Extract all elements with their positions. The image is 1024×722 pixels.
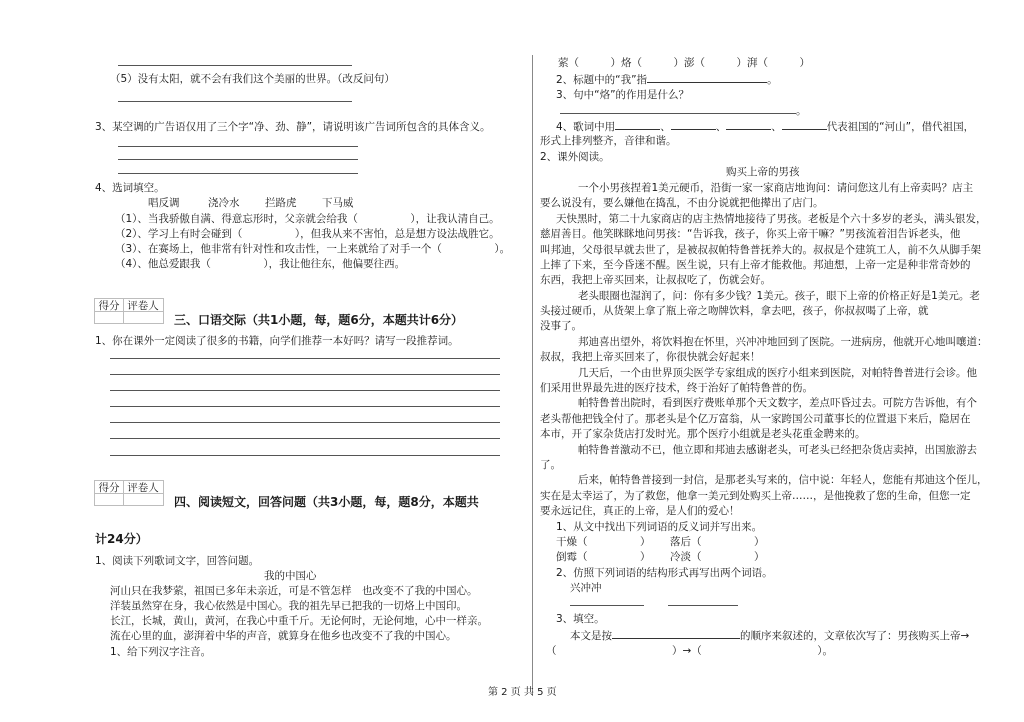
poem-line: 河山只在我梦萦，祖国已多年未亲近，可是不管怎样 也改变不了我的中国心。 (110, 585, 478, 597)
poem-line: 长江，长城，黄山，黄河，在我心中重千斤。无论何时，无论何地，心中一样亲。 (110, 615, 488, 627)
question-5: （5）没有太阳，就不会有我们这个美丽的世界。（改反问句） (110, 73, 395, 85)
answer-blank (671, 119, 716, 130)
story-line: 没事了。 (540, 320, 582, 332)
story-line: 了。 (540, 459, 561, 471)
story-line: 邦迪喜出望外，将饮料抱在怀里，兴冲冲地回到了医院。一进病房，他就开心地叫嚷道： (578, 336, 988, 348)
question-3: 3、某空调的广告语仅用了三个字“净、劲、静”，请说明该广告词所包含的具体含义。 (95, 121, 491, 133)
column-divider (532, 55, 533, 695)
antonym-item: 冷淡（ ） (670, 551, 765, 563)
example-word: 兴冲冲 (570, 582, 602, 594)
word-option: 浇冷水 (208, 197, 240, 209)
page-footer: 第 2 页 共 5 页 (488, 687, 557, 698)
story-line: 本市，开了家杂货店打发时光。那个医疗小组就是老头花重金聘来的。 (540, 428, 866, 440)
antonym-item: 落后（ ） (670, 536, 765, 548)
answer-line (560, 113, 796, 114)
poem-line: 洋装虽然穿在身，我心依然是中国心。我的祖先早已把我的一切烙上中国印。 (110, 600, 467, 612)
section-4-title-cont: 计24分） (95, 532, 148, 546)
answer-end-mark: 。 (796, 105, 807, 117)
grader-label: 评卷人 (127, 299, 159, 312)
answer-line (118, 159, 358, 160)
reading-section-title: 2、课外阅读。 (540, 151, 610, 163)
word-option: 拦路虎 (265, 197, 297, 209)
score-box (94, 480, 164, 506)
story-line: 老头帮他把钱全付了。那老头是个亿万富翁，从一家跨国公司董事长的位置退下来后，隐居在 (540, 413, 971, 425)
story-line: 叔叔，我把上帝买回来了，你很快就会好起来！ (540, 351, 761, 363)
story-line: 慈眉善目。他笑眯眯地问男孩：“告诉我，孩子，你买上帝干嘛？”男孩流着泪告诉老头，他 (540, 228, 961, 240)
story-question-3: 3、填空。 (556, 613, 605, 625)
story-line: 叫邦迪，父母很早就去世了，是被叔叔帕特鲁普抚养大的。叔叔是个建筑工人，前不久从脚手架 (540, 244, 981, 256)
answer-blank (782, 119, 827, 130)
fill-item: （4）、他总爱跟我（ ），我让他往东，他偏要往西。 (115, 258, 406, 270)
right-question-4: 4、歌词中用 、 、 、 代表祖国的“河山”，借代祖国， (556, 121, 975, 133)
story-line: 要么说没有，要么嫌他在捣乱，不由分说就把他撵出了店门。 (540, 197, 824, 209)
story-question-3-cont: （ ）→（ ）。 (546, 645, 834, 657)
answer-line (118, 65, 352, 66)
fill-item: （3）、在赛场上，他非常有针对性和攻击性，一上来就给了对手一个（ ）。 (115, 243, 511, 255)
answer-blank (647, 72, 767, 83)
answer-line (118, 146, 358, 147)
story-title: 购买上帝的男孩 (726, 166, 800, 178)
story-line: 后来，帕特鲁普接到一封信，是那老头写来的，信中说：年轻人，您能有邦迪这个侄儿， (578, 474, 988, 486)
poem-line: 流在心里的血，澎湃着中华的声音，就算身在他乡也改变不了我的中国心。 (110, 630, 457, 642)
story-line: 上摔了下来，至今昏迷不醒。医生说，只有上帝才能救他。邦迪想，上帝一定是种非常奇妙的 (540, 259, 971, 271)
story-line: 实在是太幸运了，为了救您，他拿一美元到处购买上帝……，是他挽救了您的生命，但您一定 (540, 490, 971, 502)
fill-text: 本文是按 (570, 630, 612, 642)
right-question-3: 3、句中“烙”的作用是什么？ (556, 89, 690, 101)
story-line: 天快黑时，第二十九家商店的店主热情地接待了男孩。老板是个六十多岁的老头，满头银发， (556, 213, 987, 225)
story-line: 老头眼圈也湿润了，问：你有多少钱？1美元。孩子，眼下上帝的价格正好是1美元。老 (578, 290, 980, 302)
word-option: 唱反调 (148, 197, 180, 209)
score-box (94, 298, 164, 324)
answer-line (110, 374, 500, 375)
answer-line (570, 605, 644, 606)
story-line: 们采用世界最先进的医疗技术，终于治好了帕特鲁普的伤。 (540, 382, 813, 394)
answer-line (110, 406, 500, 407)
story-line: 几天后，一个由世界顶尖医学专家组成的医疗小组来到医院，对帕特鲁普进行会诊。他 (578, 367, 977, 379)
answer-blank (726, 119, 771, 130)
answer-line (110, 390, 500, 391)
section-3-question: 1、你在课外一定阅读了很多的书籍，向学们推荐一本好吗？请写一段推荐词。 (95, 335, 459, 347)
story-line: 东西，我把上帝买回来，让叔叔吃了，伤就会好。 (540, 274, 771, 286)
right-question-4-text-2: 代表祖国的“河山”，借代祖国， (826, 121, 975, 133)
fill-item: （2）、学习上有时会碰到（ ），但我从来不害怕，总是想方设法战胜它。 (115, 228, 500, 240)
poem-question-1: 1、给下列汉字注音。 (110, 646, 212, 658)
answer-line (118, 173, 358, 174)
answer-line (110, 358, 500, 359)
right-question-2: 2、标题中的“我”指 。 (556, 74, 778, 86)
answer-line (110, 455, 500, 456)
answer-blank (615, 119, 660, 130)
story-question-3-line (570, 628, 969, 643)
right-question-4-cont: 形式上排列整齐，音律和谐。 (540, 135, 677, 147)
story-question-1: 1、从文中找出下列词语的反义词并写出来。 (556, 521, 763, 533)
section-4-title: 四、阅读短文，回答问题（共3小题，每，题8分，本题共 (174, 495, 479, 509)
fill-item: （1）、当我骄傲自满、得意忘形时，父亲就会给我（ ），让我认清自己。 (115, 213, 500, 225)
story-line: 帕特鲁普出院时，看到医疗费账单那个天文数字，差点吓昏过去。可院方告诉他，有个 (578, 397, 977, 409)
story-line: 帕特鲁普激动不已，他立即和邦迪去感谢老头，可老头已经把杂货店卖掉，出国旅游去 (578, 444, 977, 456)
answer-blank (612, 628, 740, 639)
score-label: 得分 (98, 299, 120, 312)
question-4-title: 4、选词填空。 (95, 182, 165, 194)
story-line: 一个小男孩捏着1美元硬币，沿街一家一家商店地询问：请问您这儿有上帝卖吗？店主 (578, 182, 974, 194)
story-line: 要永远记住，真正的上帝，是人们的爱心！ (540, 505, 740, 517)
section-4-question-1: 1、阅读下列歌词文字，回答问题。 (95, 555, 260, 567)
section-3-title: 三、口语交际（共1小题，每，题6分，本题共计6分） (174, 313, 464, 327)
answer-line (110, 422, 500, 423)
antonym-item: 干燥（ ） (556, 536, 651, 548)
answer-line (110, 438, 500, 439)
antonym-item: 倒霉（ ） (556, 551, 651, 563)
grader-label: 评卷人 (127, 481, 159, 494)
score-label: 得分 (98, 481, 120, 494)
fill-text-2: 的顺序来叙述的，文章依次写了：男孩购买上帝→ (740, 630, 970, 642)
answer-line (668, 605, 738, 606)
story-question-2: 2、仿照下列词语的结构形式再写出两个词语。 (556, 567, 773, 579)
pinyin-row: 萦（ ）烙（ ）澎（ ）湃（ ） (558, 57, 810, 69)
story-line: 头接过硬币，从货架上拿了瓶上帝之吻牌饮料，拿去吧，孩子，你叔叔喝了上帝，就 (540, 305, 929, 317)
word-option: 下马威 (322, 197, 354, 209)
right-question-4-text: 4、歌词中用 (556, 121, 616, 133)
right-question-2-text: 2、标题中的“我”指 (556, 74, 648, 86)
poem-title: 我的中国心 (264, 570, 317, 582)
answer-line (118, 101, 352, 102)
